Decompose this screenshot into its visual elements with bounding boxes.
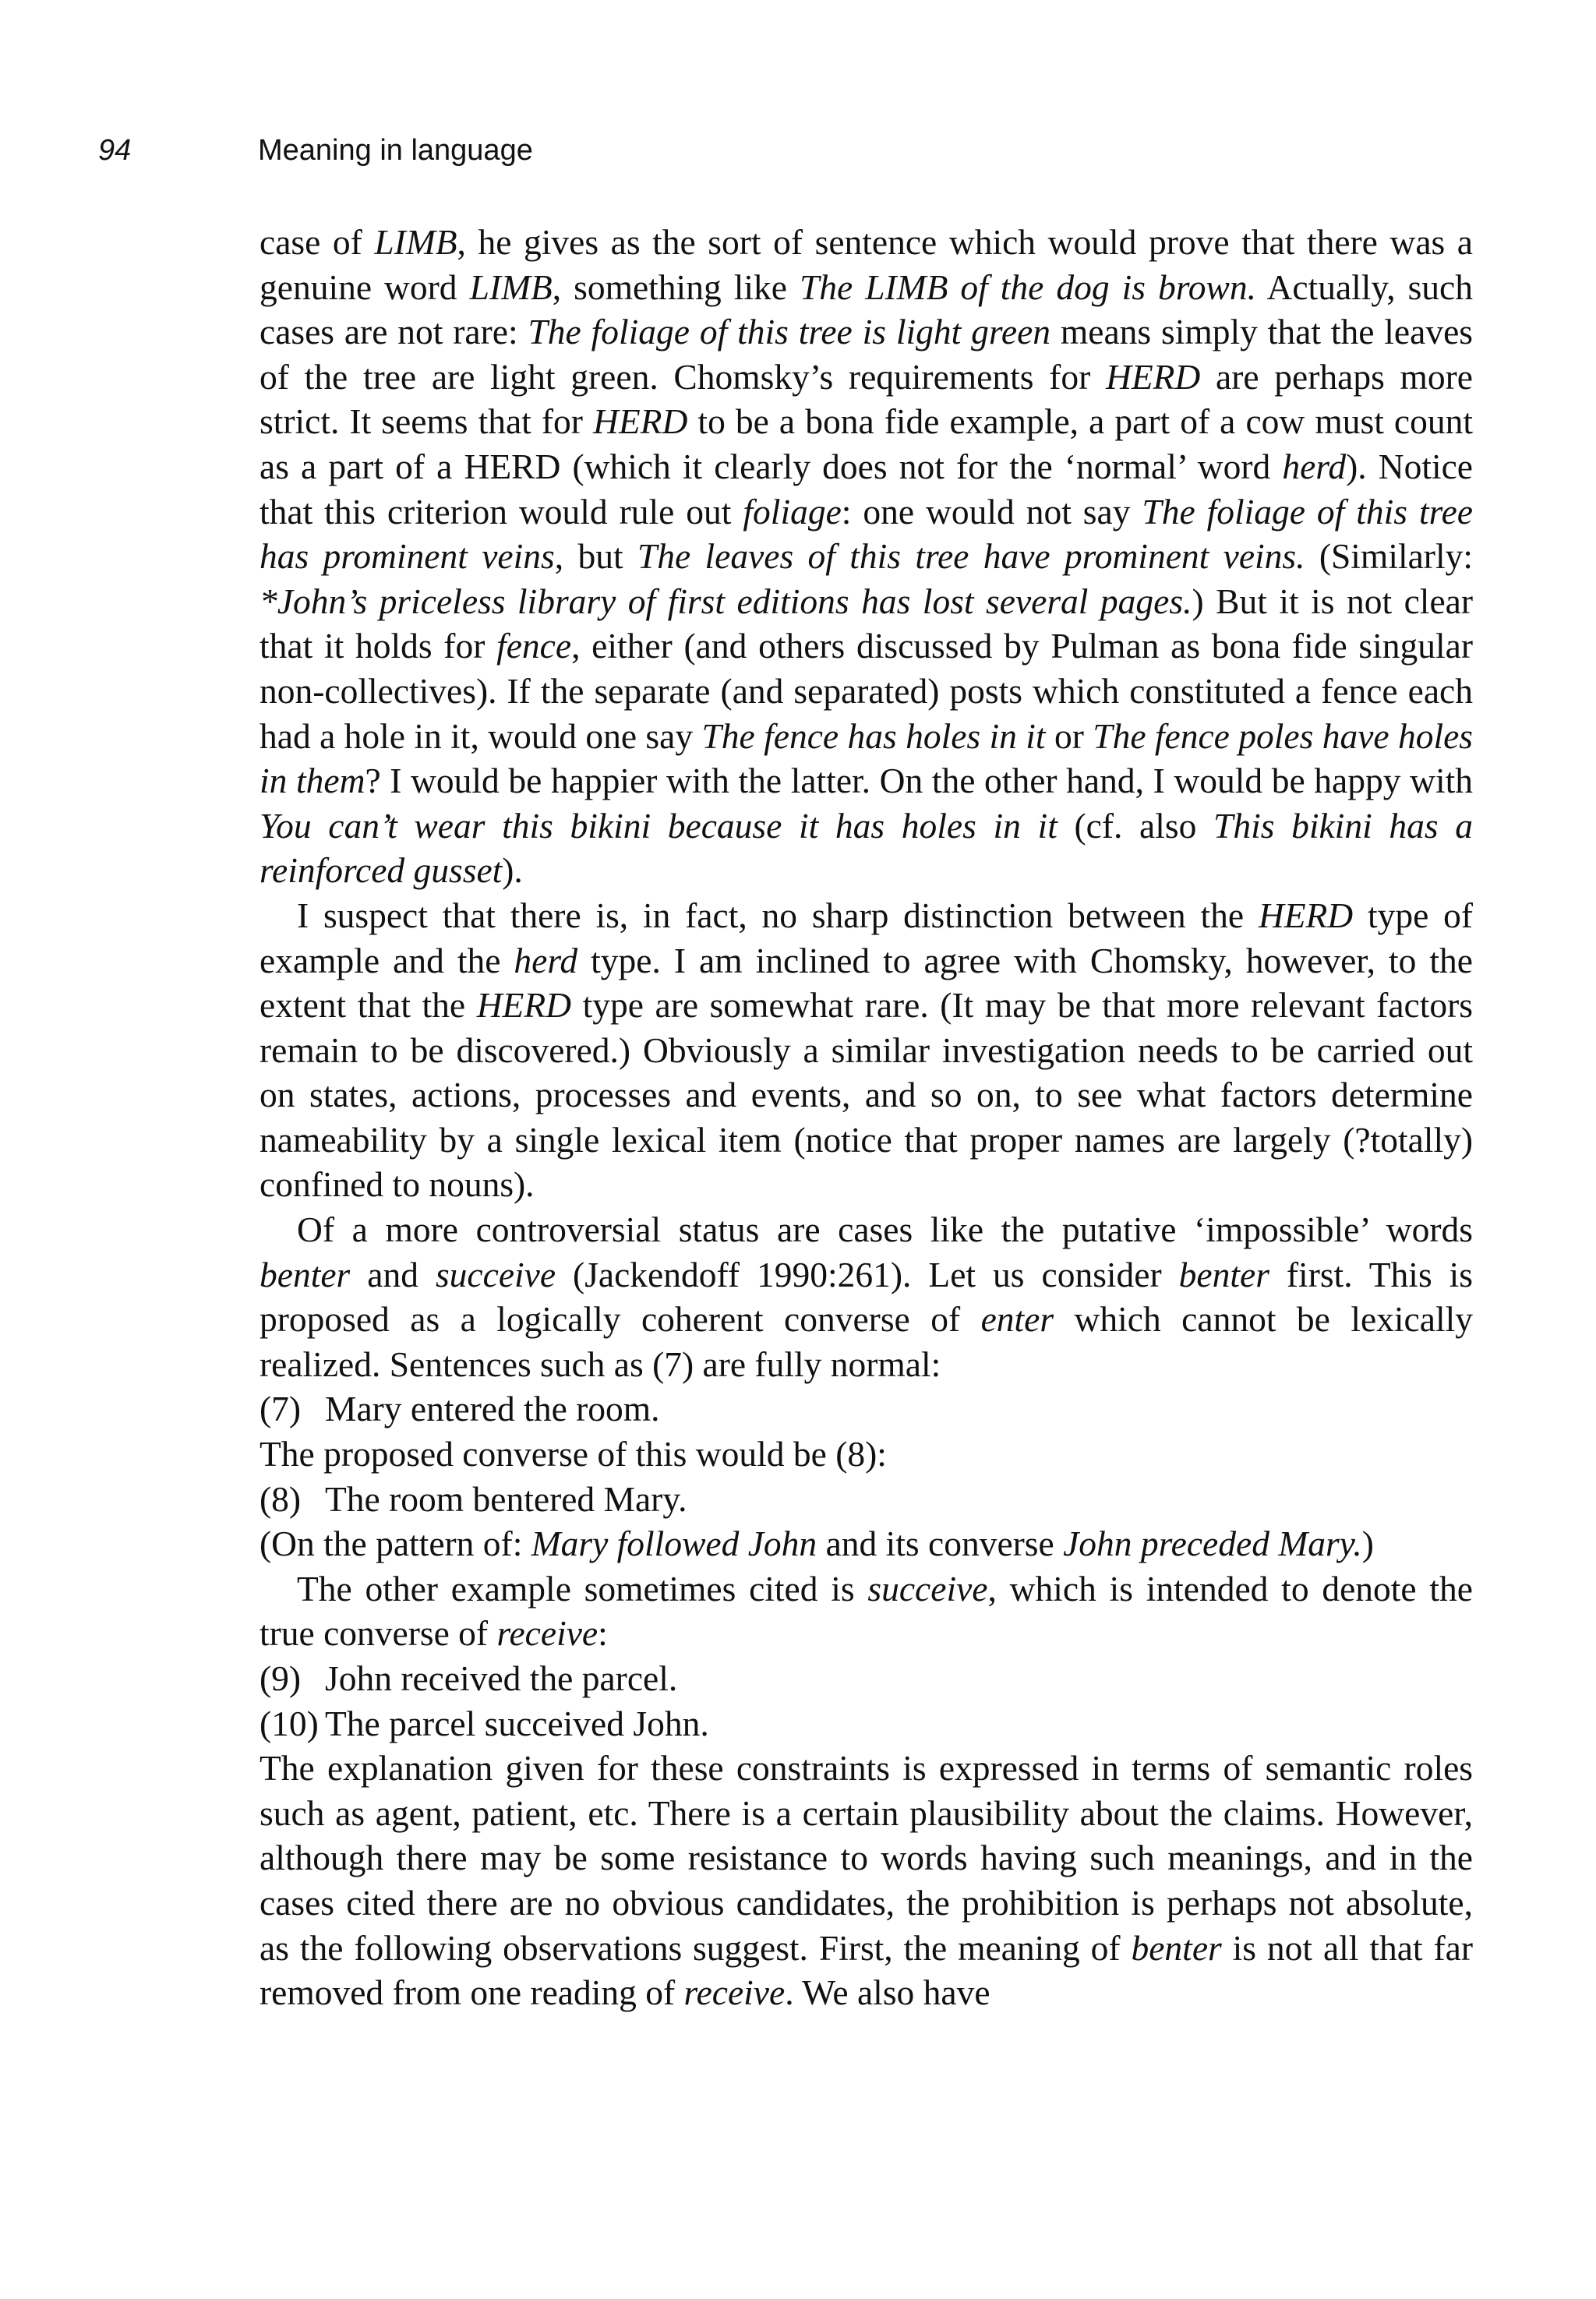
page-number: 94 xyxy=(98,134,132,167)
italic-example: *John’s priceless library of first editions has lost several pages. xyxy=(260,581,1192,621)
small-caps-term: HERD xyxy=(1105,356,1201,397)
text-run: ). xyxy=(502,850,523,891)
text-run: to be a bona fide example, a part of a cow must count as a part of a xyxy=(260,401,1473,486)
text-run: means simply that the leaves of the tree are light green. Chomsky’s requirements for xyxy=(260,312,1473,397)
text-run: ). Notice that this criterion would rule out xyxy=(260,446,1473,531)
italic-term: herd xyxy=(514,940,578,980)
example-7 xyxy=(260,1386,1473,1432)
text-run: I suspect that there is, in fact, no sharp distinction between the xyxy=(297,895,1259,935)
example-8 xyxy=(260,1477,1473,1522)
text-run: or xyxy=(1045,715,1093,756)
italic-term: benter xyxy=(1178,1254,1269,1294)
example-text: The room bentered Mary. xyxy=(325,1478,687,1519)
text-run: : xyxy=(598,1613,608,1654)
paragraph-4 xyxy=(260,1432,1473,1477)
paragraph-5 xyxy=(260,1521,1473,1566)
text-run: is not all that far removed from one reading of xyxy=(260,1927,1473,2013)
italic-term: succeive xyxy=(435,1254,556,1294)
running-header xyxy=(98,134,533,168)
example-10 xyxy=(260,1701,1473,1746)
text-run: which cannot be lexically realized. Sentences such as (7) are fully normal: xyxy=(260,1299,1473,1384)
italic-example: The fence poles have holes in them xyxy=(260,715,1474,801)
example-number: (10) xyxy=(260,1703,319,1743)
text-run: (cf. also xyxy=(1057,805,1214,846)
example-text: Mary entered the room. xyxy=(325,1389,660,1429)
italic-term: herd xyxy=(1282,446,1347,486)
italic-example: The fence has holes in it xyxy=(701,715,1046,756)
italic-term: benter xyxy=(1131,1927,1222,1968)
italic-example: You can’t wear this bikini because it has holes in it xyxy=(260,805,1058,846)
paragraph-3 xyxy=(260,1207,1473,1386)
text-run: Of a more controversial status are cases like the putative ‘impossible’ words xyxy=(297,1210,1473,1250)
text-run: The proposed converse of this would be (8): xyxy=(260,1434,887,1474)
text-run: type. I am inclined to agree with Chomsky, however, to the extent that the xyxy=(260,940,1473,1026)
example-9 xyxy=(260,1656,1473,1701)
italic-term: foliage xyxy=(743,491,842,531)
small-caps-term: HERD xyxy=(1258,895,1354,935)
italic-term: enter xyxy=(980,1299,1054,1340)
small-caps-term: HERD xyxy=(464,446,561,486)
paragraph-6 xyxy=(260,1566,1473,1656)
small-caps-term: HERD xyxy=(593,401,688,442)
text-run: The other example sometimes cited is xyxy=(297,1568,868,1609)
small-caps-term: LIMB xyxy=(374,222,457,262)
text-run: ) xyxy=(1361,1524,1374,1564)
example-number: (8) xyxy=(260,1478,302,1519)
text-run: and xyxy=(350,1254,436,1294)
italic-term: fence xyxy=(496,626,572,666)
italic-term: benter xyxy=(260,1254,351,1294)
text-run: (which it clearly does not for the ‘normal’ word xyxy=(560,446,1283,486)
text-run: ? I would be happier with the latter. On the other hand, I would be happy with xyxy=(365,761,1473,801)
text-run: , he gives as the sort of sentence which would prove that there was a genuine word xyxy=(260,222,1473,307)
text-run: and its converse xyxy=(817,1524,1064,1564)
running-title: Meaning in language xyxy=(258,134,533,167)
body-text xyxy=(260,220,1473,2015)
italic-example: of the dog is brown. xyxy=(948,267,1256,307)
italic-term: succeive xyxy=(867,1568,988,1609)
text-run: . We also have xyxy=(785,1972,990,2013)
example-number: (7) xyxy=(260,1389,302,1429)
italic-example: The foliage of this tree has prominent veins xyxy=(260,491,1473,577)
example-number: (9) xyxy=(260,1658,302,1698)
small-caps-term: LIMB xyxy=(469,267,553,307)
italic-example: The foliage of this tree is light green xyxy=(528,312,1051,352)
text-run: Actually, such cases are not rare: xyxy=(260,267,1474,352)
text-run: are perhaps more strict. It seems that for xyxy=(260,356,1473,442)
italic-example: This bikini has a reinforced gusset xyxy=(260,805,1473,891)
paragraph-7 xyxy=(260,1746,1473,2015)
italic-example: John preceded Mary. xyxy=(1063,1524,1362,1564)
text-run: , but xyxy=(554,536,637,577)
italic-example: Mary followed John xyxy=(531,1524,817,1564)
text-run: type of example and the xyxy=(260,895,1473,980)
text-run: , either (and others discussed by Pulman as bona fide singular non-collectives). If the separate (and separated) posts which constituted a fence each had a hole in it, would one say xyxy=(260,626,1473,756)
example-text: John received the parcel. xyxy=(325,1658,678,1698)
paragraph-2 xyxy=(260,893,1473,1207)
text-run: The explanation given for these constraints is expressed in terms of semantic roles such as agent, patient, etc. There is a certain plausibility about the claims. However, although there may be some resistance to words having such meanings, and in the cases cited there are no obvious candidates, the prohibition is perhaps not absolute, as the following observations suggest. First, the meaning of xyxy=(260,1748,1473,1968)
small-caps-term: HERD xyxy=(476,985,572,1026)
italic-term: receive xyxy=(683,1972,786,2013)
italic-term: receive xyxy=(496,1613,598,1654)
paragraph-1 xyxy=(260,220,1473,893)
text-run: case of xyxy=(260,222,375,262)
text-run: (Jackendoff 1990:261). Let us consider xyxy=(556,1254,1179,1294)
italic-example: The leaves of this tree have prominent veins. xyxy=(637,536,1305,577)
italic-example: The xyxy=(799,267,866,307)
small-caps-term: LIMB xyxy=(865,267,948,307)
text-run: type are somewhat rare. (It may be that more relevant factors remain to be discovered.) Obviously a similar investigation needs to be carried out on states, actions, processes and events, and so on, to see what factors determine nameability by a single lexical item (notice that proper names are largely (?totally) confined to nouns). xyxy=(260,985,1473,1205)
text-run: (On the pattern of: xyxy=(260,1524,531,1564)
text-run: , which is intended to denote the true converse of xyxy=(260,1568,1473,1654)
text-run: , something like xyxy=(552,267,800,307)
text-run: : one would not say xyxy=(841,491,1142,531)
text-run: (Similarly: xyxy=(1305,536,1473,577)
text-run: ) But it is not clear that it holds for xyxy=(260,581,1473,666)
text-run: first. This is proposed as a logically coherent converse of xyxy=(260,1254,1474,1340)
example-text: The parcel succeived John. xyxy=(325,1703,709,1743)
